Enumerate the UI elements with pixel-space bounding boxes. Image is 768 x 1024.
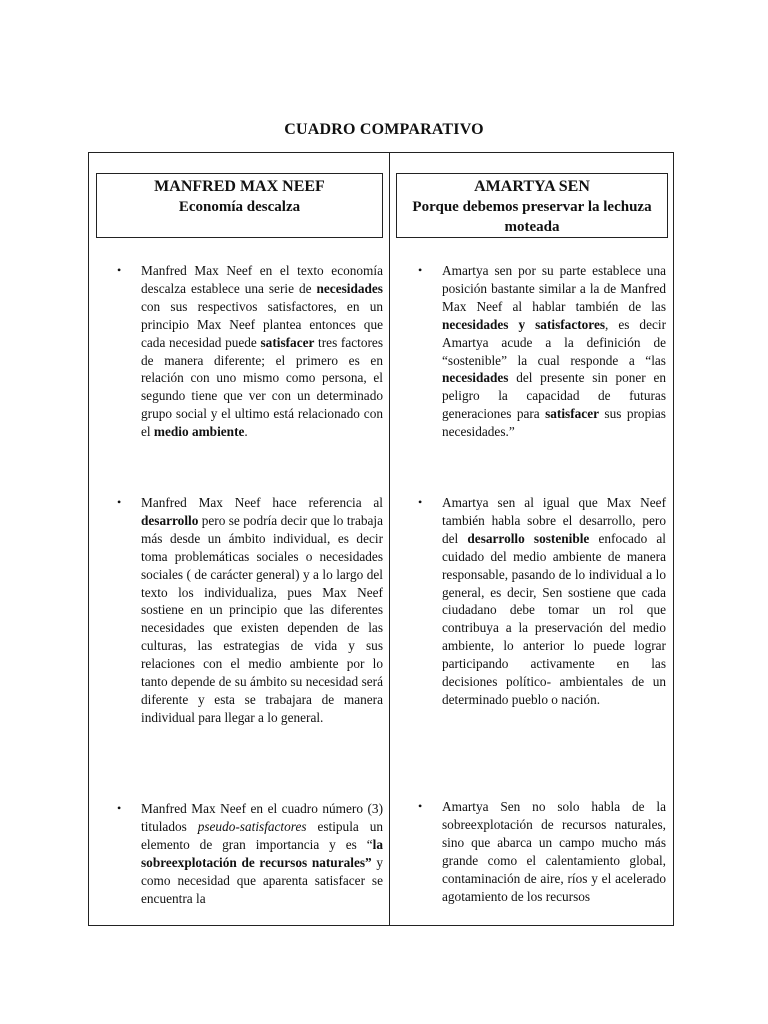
text-run: Amartya sen por su parte establece una posición bastante similar a la de Manfred Max Neef al hablar también de las bbox=[442, 263, 666, 314]
bold-text: necesidades y satisfactores bbox=[442, 316, 606, 332]
left-header-box bbox=[96, 173, 383, 238]
bold-text: necesidades bbox=[442, 370, 509, 386]
left-item-3 bbox=[117, 800, 383, 907]
left-item-text bbox=[141, 800, 383, 907]
right-item-text bbox=[442, 262, 666, 441]
column-divider bbox=[389, 152, 390, 926]
text-run: Manfred Max Neef hace referencia al bbox=[141, 495, 383, 510]
right-author: AMARTYA SEN bbox=[474, 178, 590, 195]
right-item-1 bbox=[418, 262, 666, 441]
text-run: Manfred Max Neef en el texto economía descalza establece una serie de bbox=[141, 263, 383, 296]
bullet-icon: • bbox=[418, 495, 423, 509]
right-header-box bbox=[396, 173, 668, 238]
text-run: , es decir Amartya acude a la definición de “sostenible” la cual responde a “las bbox=[442, 316, 666, 368]
left-author: MANFRED MAX NEEF bbox=[154, 178, 325, 195]
right-item-text bbox=[442, 494, 666, 709]
text-run: tres factores de manera diferente; el primero es en relación con uno mismo como persona, el segundo tiene que ver con un determinado grupo social y el ultimo está relacionado con el bbox=[141, 334, 383, 440]
bold-text: necesidades bbox=[316, 280, 383, 296]
bullet-icon: • bbox=[117, 263, 122, 277]
left-work-title: Economía descalza bbox=[178, 199, 301, 215]
right-work-title: Porque debemos preservar la lechuza moteada bbox=[412, 199, 652, 235]
text-run: del presente sin poner en peligro la capacidad de futuras generaciones para bbox=[442, 370, 666, 422]
text-run: Manfred Max Neef en el cuadro número (3) titulados bbox=[141, 801, 383, 834]
text-run: con sus respectivos satisfactores, en un principio Max Neef plantea entonces que cada necesidad puede bbox=[141, 298, 383, 350]
italic-text: pseudo-satisfactores bbox=[197, 818, 307, 834]
text-run: estipula un elemento de gran importancia y es “ bbox=[141, 818, 383, 852]
left-item-text bbox=[141, 494, 383, 727]
bullet-icon: • bbox=[117, 801, 122, 815]
bold-text: la sobreexplotación de recursos naturales” bbox=[141, 836, 383, 870]
bullet-icon: • bbox=[418, 263, 423, 277]
bold-text: desarrollo bbox=[141, 512, 199, 528]
document-title: CUADRO COMPARATIVO bbox=[284, 121, 484, 138]
left-item-2 bbox=[117, 494, 383, 727]
right-item-text bbox=[442, 798, 666, 905]
text-run: Amartya sen al igual que Max Neef también habla sobre el desarrollo, pero del bbox=[442, 495, 666, 546]
text-run: pero se podría decir que lo trabaja más desde un ámbito individual, es decir toma problemáticas sociales o necesidades sociales ( de carácter general) y a lo largo del texto los individualiza, pues Max Neef sostiene en un principio que las diferentes necesidades que existen dependen de las culturas, las estrategias de vida y sus relaciones con el medio ambiente por lo tanto depende de su ámbito su necesidad será diferente y esta se trabajara de manera individual para llegar a lo general. bbox=[141, 512, 383, 725]
right-item-3 bbox=[418, 798, 666, 905]
text-run: sus propias necesidades.” bbox=[442, 406, 666, 440]
text-run: y como necesidad que aparenta satisfacer se encuentra la bbox=[141, 854, 383, 906]
bullet-icon: • bbox=[418, 799, 423, 813]
bold-text: desarrollo sostenible bbox=[467, 530, 590, 546]
left-item-text bbox=[141, 262, 383, 441]
bold-text: satisfacer bbox=[545, 406, 600, 422]
bold-text: satisfacer bbox=[260, 334, 315, 350]
text-run: enfocado al cuidado del medio ambiente de manera responsable, pasando de lo individual a lo general, es decir, Sen sostiene que cada ciudadano debe tomar un rol que contribuya a la preservación del medio ambiente, lo anterior lo puede lograr participando activamente en las decisiones político- ambientales de un determinado pueblo o nación. bbox=[442, 530, 666, 707]
right-item-2 bbox=[418, 494, 666, 709]
left-item-1 bbox=[117, 262, 383, 441]
text-run: . bbox=[244, 424, 248, 440]
bullet-icon: • bbox=[117, 495, 122, 509]
bold-text: medio ambiente bbox=[153, 424, 245, 440]
text-run: Amartya Sen no solo habla de la sobreexplotación de recursos naturales, sino que abarca un campo mucho más grande como el calentamiento global, contaminación de aire, ríos y el acelerado agotamiento de los recursos bbox=[442, 799, 666, 904]
